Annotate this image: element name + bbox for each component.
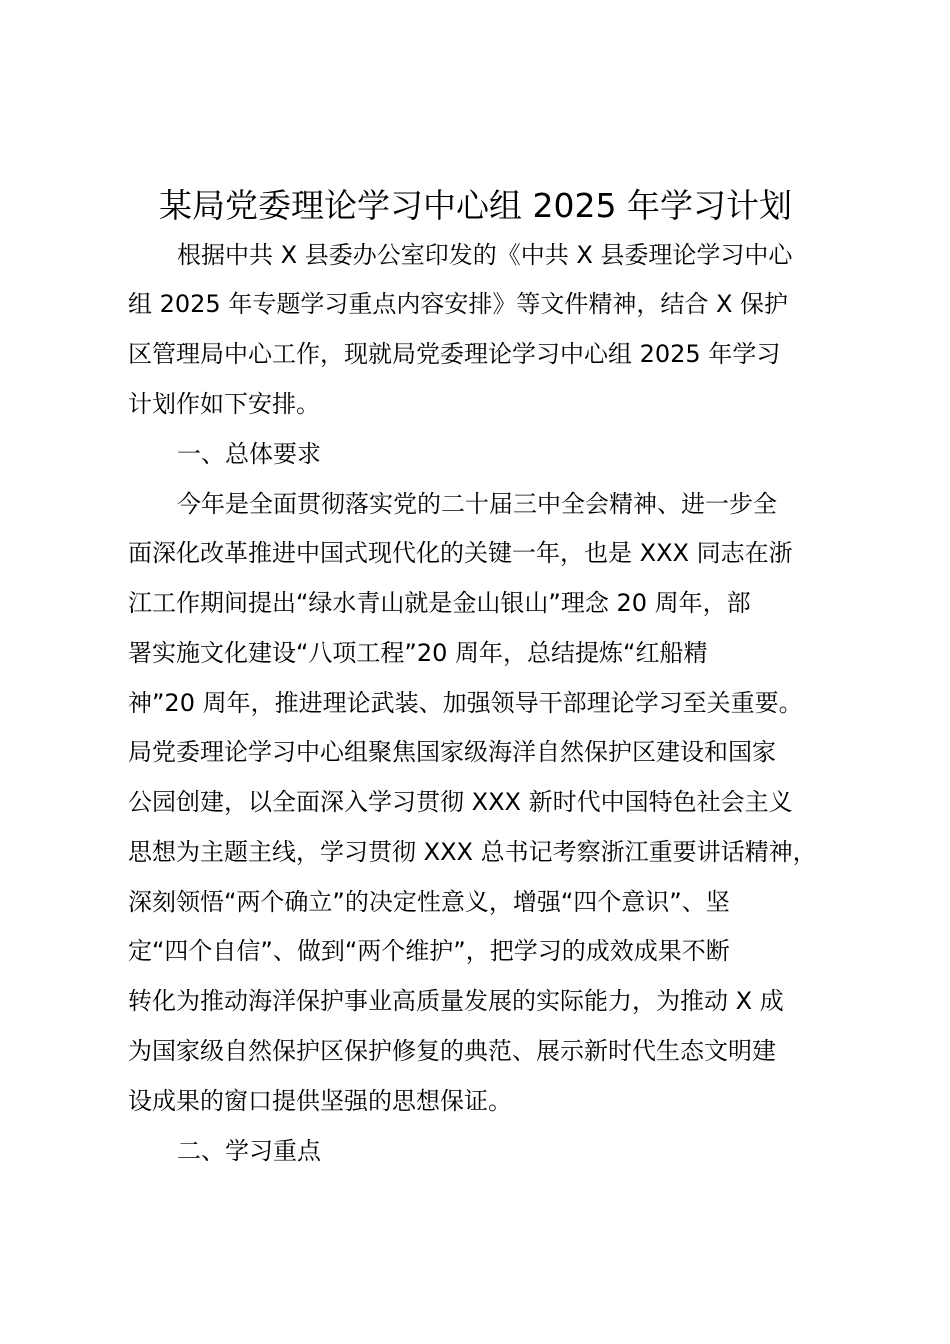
paragraph-2-line-8: 思想为主题主线，学习贯彻 XXX 总书记考察浙江重要讲话精神， xyxy=(128,838,817,866)
paragraph-1-line-2: 组 2025 年专题学习重点内容安排》等文件精神，结合 X 保护 xyxy=(128,290,789,318)
document-title: 某局党委理论学习中心组 2025 年学习计划 xyxy=(159,186,792,225)
paragraph-2-line-5: 神”20 周年，推进理论武装、加强领导干部理论学习至关重要。 xyxy=(128,689,803,717)
paragraph-2-line-13: 设成果的窗口提供坚强的思想保证。 xyxy=(128,1087,512,1115)
paragraph-2-line-12: 为国家级自然保护区保护修复的典范、展示新时代生态文明建 xyxy=(128,1037,776,1065)
paragraph-2-line-10: 定“四个自信”、做到“两个维护”，把学习的成效成果不断 xyxy=(128,937,730,965)
paragraph-1-line-4: 计划作如下安排。 xyxy=(128,390,320,418)
paragraph-2-line-7: 公园创建，以全面深入学习贯彻 XXX 新时代中国特色社会主义 xyxy=(128,788,793,816)
paragraph-2-line-1: 今年是全面贯彻落实党的二十届三中全会精神、进一步全 xyxy=(177,490,777,518)
paragraph-2-line-4: 署实施文化建设“八项工程”20 周年，总结提炼“红船精 xyxy=(128,639,708,667)
paragraph-1-line-3: 区管理局中心工作，现就局党委理论学习中心组 2025 年学习 xyxy=(128,340,781,368)
section-heading-2: 二、学习重点 xyxy=(177,1137,321,1165)
paragraph-1-line-1: 根据中共 X 县委办公室印发的《中共 X 县委理论学习中心 xyxy=(177,241,793,269)
paragraph-2-line-3: 江工作期间提出“绿水青山就是金山银山”理念 20 周年，部 xyxy=(128,589,751,617)
paragraph-2-line-2: 面深化改革推进中国式现代化的关键一年，也是 XXX 同志在浙 xyxy=(128,539,793,567)
paragraph-2-line-9: 深刻领悟“两个确立”的决定性意义，增强“四个意识”、坚 xyxy=(128,888,730,916)
paragraph-2-line-6: 局党委理论学习中心组聚焦国家级海洋自然保护区建设和国家 xyxy=(128,738,776,766)
section-heading-1: 一、总体要求 xyxy=(177,440,321,468)
paragraph-2-line-11: 转化为推动海洋保护事业高质量发展的实际能力，为推动 X 成 xyxy=(128,987,784,1015)
